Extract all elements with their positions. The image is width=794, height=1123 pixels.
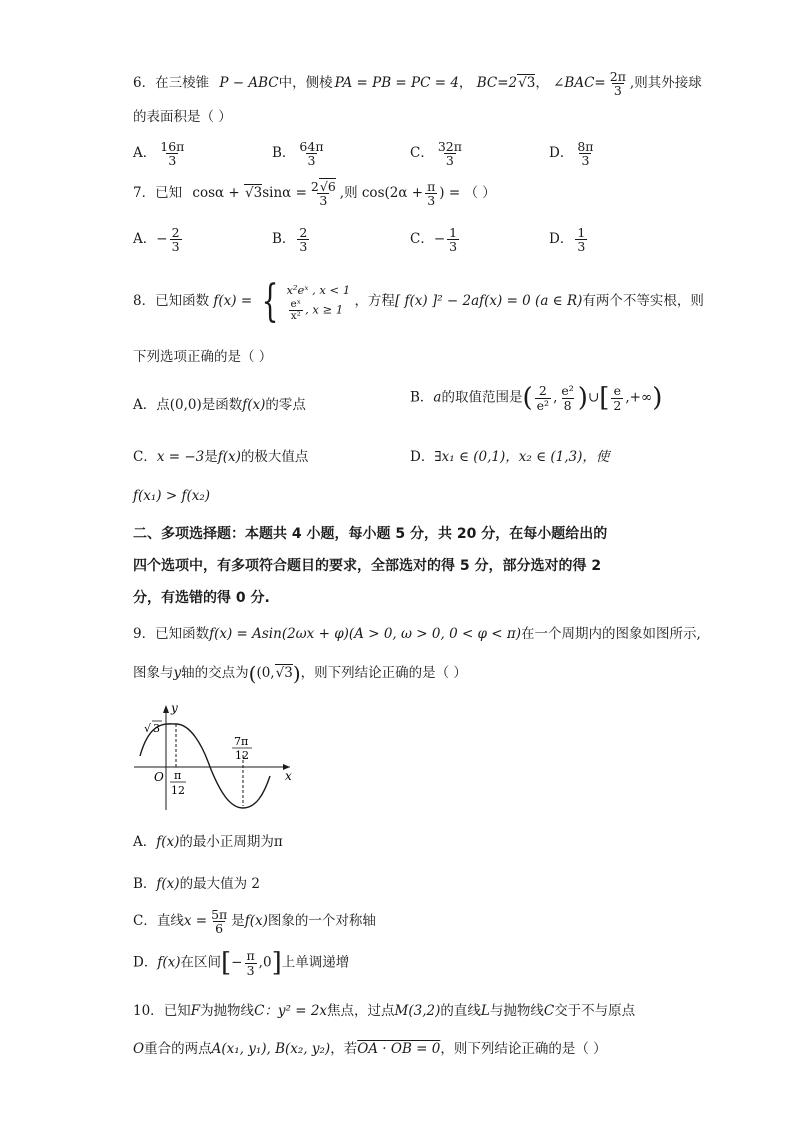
q9-stem-line1: 9．已知函数f(x) = Asin(2ωx + φ)(A > 0, ω > 0, 0 < φ < π)在一个周期内的图象如图所示, xyxy=(133,626,701,642)
tick1-num: π xyxy=(174,769,182,782)
section2-line1: 二、多项选择题：本题共 4 小题，每小题 5 分，共 20 分，在每小题给出的 xyxy=(133,526,608,542)
q8-piecewise: { x²eˣ , x < 1 $\frac{\text{eˣ}}{\text{x²}}$ , x ≥ 1 xyxy=(262,275,351,327)
q8-option-d[interactable]: D．∃x₁ ∈ (0,1)，x₂ ∈ (1,3)，使 xyxy=(410,449,610,465)
q6-option-d[interactable]: D． $\frac{8\pi}{3}$ xyxy=(549,139,594,169)
sqrt3-radical: √ xyxy=(144,722,152,735)
q9-sine-graph xyxy=(130,700,300,815)
q7-stem: 7．已知 cosα + √3sinα = $\frac{2√6}{3}$ ,则 cos(2α + $\frac{\pi}{3}$ ) = （ ） xyxy=(133,179,496,209)
q9-stem-line2: 图象与y轴的交点为((0,√3)，则下列结论正确的是（ ） xyxy=(133,661,467,686)
y-axis-label: y xyxy=(171,701,178,715)
origin-label: O xyxy=(154,770,164,784)
q8-stem-line2: 下列选项正确的是（ ） xyxy=(133,349,273,365)
x-axis-label: x xyxy=(285,769,292,783)
q9-option-a[interactable]: A．f(x)的最小正周期为π xyxy=(133,834,283,850)
section2-line3: 分，有选错的得 0 分. xyxy=(133,590,270,606)
section2-line2: 四个选项中，有多项符合题目的要求，全部选对的得 5 分，部分选对的得 2 xyxy=(133,558,602,574)
q9-option-d[interactable]: D．f(x)在区间[− $\frac{\pi}{3}$ ,0]上单调递增 xyxy=(133,948,350,978)
tick2-den: 12 xyxy=(235,749,249,762)
q6-angle-fraction: $\frac{2\pi}{3}$ xyxy=(609,69,626,99)
q6-stem-line2: 的表面积是（ ） xyxy=(133,109,232,125)
q8-option-b[interactable]: B．a的取值范围是( $\frac{2}{\text{e²}}$ , $\frac{\text{e²}}{8}$ )∪[ $\frac{e}{2}$ ,+∞) xyxy=(410,383,663,413)
tick1-den: 12 xyxy=(171,784,185,797)
q7-option-d[interactable]: D． $\frac{1}{3}$ xyxy=(549,225,586,255)
q6-stem-line1: 6．在三棱锥 P − ABC中，侧棱 PA = PB = PC = 4， BC=2√3， ∠BAC= $\frac{2\pi}{3}$ ,则其外接球 xyxy=(133,69,702,99)
q8-option-d-line2: f(x₁) > f(x₂) xyxy=(133,488,211,504)
q10-stem-line1: 10．已知F为抛物线C：y² = 2x焦点，过点M(3,2)的直线L与抛物线C交于不与原点 xyxy=(133,1003,636,1019)
q8-option-c[interactable]: C．x = −3是f(x)的极大值点 xyxy=(133,449,309,465)
q6-option-a[interactable]: A． $\frac{16\pi}{3}$ xyxy=(133,139,185,169)
q7-option-a[interactable]: A．− $\frac{2}{3}$ xyxy=(133,225,180,255)
q7-option-b[interactable]: B． $\frac{2}{3}$ xyxy=(272,225,308,255)
q10-stem-line2: O重合的两点A(x₁, y₁), B(x₂, y₂)，若OA · OB = 0，则下列结论正确的是（ ） xyxy=(133,1041,607,1057)
q8-option-a[interactable]: A．点(0,0)是函数f(x)的零点 xyxy=(133,397,306,413)
tick2-num: 7π xyxy=(234,735,249,748)
q7-option-c[interactable]: C．− $\frac{1}{3}$ xyxy=(410,225,458,255)
y-axis-arrow xyxy=(163,705,169,713)
sqrt3-label: 3 xyxy=(153,722,160,735)
q6-option-b[interactable]: B． $\frac{64\pi}{3}$ xyxy=(272,139,324,169)
sine-curve xyxy=(140,724,270,808)
q6-option-c[interactable]: C． $\frac{32\pi}{3}$ xyxy=(410,139,462,169)
q9-option-c[interactable]: C．直线x = $\frac{5\pi}{6}$ 是f(x)图象的一个对称轴 xyxy=(133,907,376,937)
q9-option-b[interactable]: B．f(x)的最大值为 2 xyxy=(133,876,260,892)
q8-stem: 8．已知函数 f(x) = { x²eˣ , x < 1 $\frac{\text{eˣ}}{\text{x²}}$ , x ≥ 1 ，方程[ f(x) ]² − 2af(x) = 0 (a ∈ R)有两个不等实根，则 xyxy=(133,275,704,327)
